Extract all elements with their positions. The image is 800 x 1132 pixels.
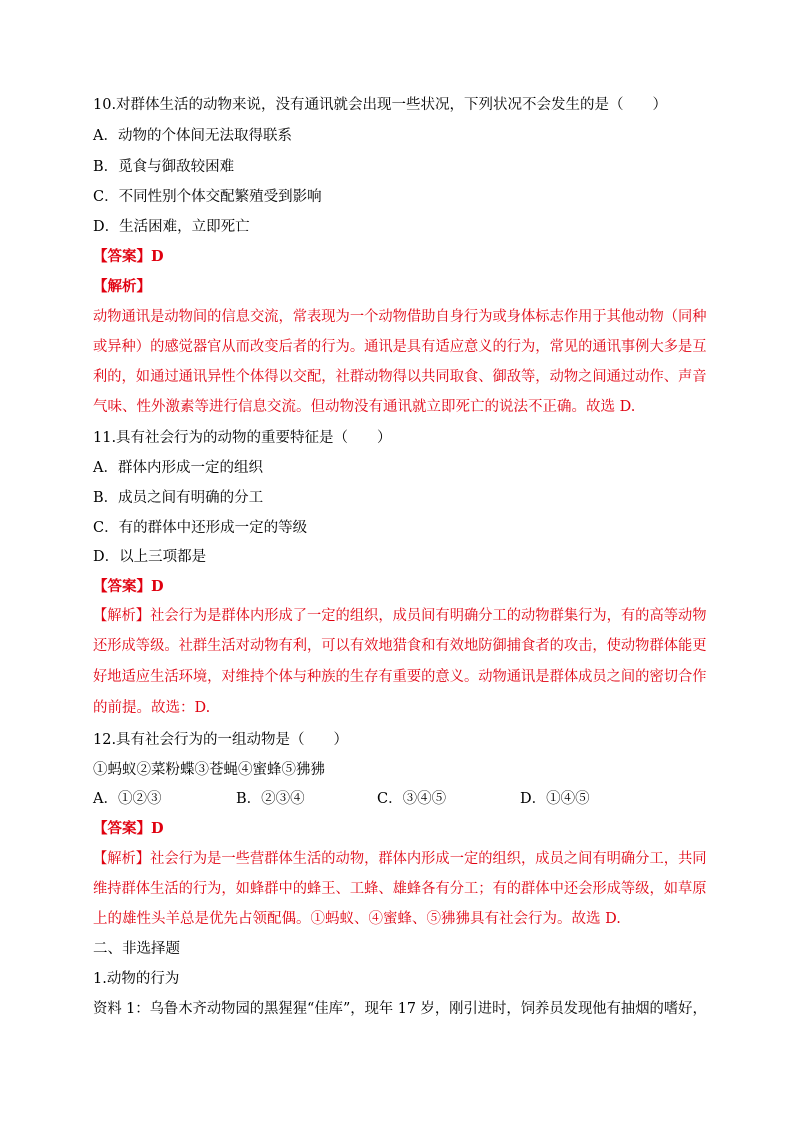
q10-option-b: B．觅食与御敌较困难 (93, 159, 235, 175)
q12-analysis-line: 维持群体生活的行为，如蜂群中的蜂王、工蜂、雄蜂各有分工；有的群体中还会形成等级，如草原 (93, 881, 707, 897)
q10-analysis-line: 气味、性外激素等进行信息交流。但动物没有通讯就立即死亡的说法不正确。故选 D. (93, 399, 636, 415)
q11-analysis-line: 好地适应生活环境，对维持个体与种族的生存有重要的意义。动物通讯是群体成员之间的密切合作 (93, 669, 707, 685)
q11-analysis-line: 【解析】社会行为是群体内形成了一定的组织，成员间有明确分工的动物群集行为，有的高等动物 (93, 608, 707, 624)
q11-analysis-line: 还形成等级。社群生活对动物有利，可以有效地猎食和有效地防御捕食者的攻击，使动物群体能更 (93, 638, 707, 654)
q10-analysis-label: 【解析】 (93, 278, 151, 295)
q12-analysis-line: 【解析】社会行为是一些营群体生活的动物，群体内形成一定的组织，成员之间有明确分工，共同 (93, 851, 707, 867)
q10-option-c: C．不同性别个体交配繁殖受到影响 (93, 189, 322, 205)
q10-stem: 10.对群体生活的动物来说，没有通讯就会出现一些状况，下列状况不会发生的是（ ） (93, 97, 668, 113)
q10-analysis-line: 利的，如通过通讯异性个体得以交配，社群动物得以共同取食、御敌等，动物之间通过动作、声音 (93, 369, 707, 385)
section2-material1: 资料 1：乌鲁木齐动物园的黑猩猩“佳库”，现年 17 岁，刚引进时，饲养员发现他有抽烟的嗜好， (93, 1001, 707, 1017)
q12-answer: 【答案】D (93, 820, 164, 837)
q10-option-d: D．生活困难，立即死亡 (93, 219, 250, 235)
section2-heading: 二、非选择题 (93, 941, 180, 957)
q12-stem: 12.具有社会行为的一组动物是（ ） (93, 732, 349, 748)
q11-analysis-line: 的前提。故选：D. (93, 700, 211, 716)
q12-option-b: B．②③④ (236, 791, 305, 807)
q11-option-a: A．群体内形成一定的组织 (93, 460, 263, 476)
q11-option-d: D．以上三项都是 (93, 549, 207, 565)
q12-option-c: C．③④⑤ (377, 791, 447, 807)
q11-option-c: C．有的群体中还形成一定的等级 (93, 520, 308, 536)
q10-option-a: A．动物的个体间无法取得联系 (93, 128, 292, 144)
q11-stem: 11.具有社会行为的动物的重要特征是（ ） (93, 430, 392, 446)
q10-answer: 【答案】D (93, 248, 164, 265)
q10-analysis-line: 动物通讯是动物间的信息交流，常表现为一个动物借助自身行为或身体标志作用于其他动物（同种 (93, 309, 707, 325)
section2-q1-title: 1.动物的行为 (93, 971, 180, 987)
q12-analysis-line: 上的雄性头羊总是优先占领配偶。①蚂蚁、④蜜蜂、⑤狒狒具有社会行为。故选 D. (93, 911, 621, 927)
q10-analysis-line: 或异种）的感觉器官从而改变后者的行为。通讯是具有适应意义的行为，常见的通讯事例大多是互 (93, 339, 707, 355)
q12-option-d: D．①④⑤ (520, 791, 590, 807)
q11-option-b: B．成员之间有明确的分工 (93, 490, 264, 506)
q12-items: ①蚂蚁②菜粉蝶③苍蝇④蜜蜂⑤狒狒 (93, 762, 325, 778)
q12-option-a: A．①②③ (93, 791, 162, 807)
q11-answer: 【答案】D (93, 578, 164, 595)
